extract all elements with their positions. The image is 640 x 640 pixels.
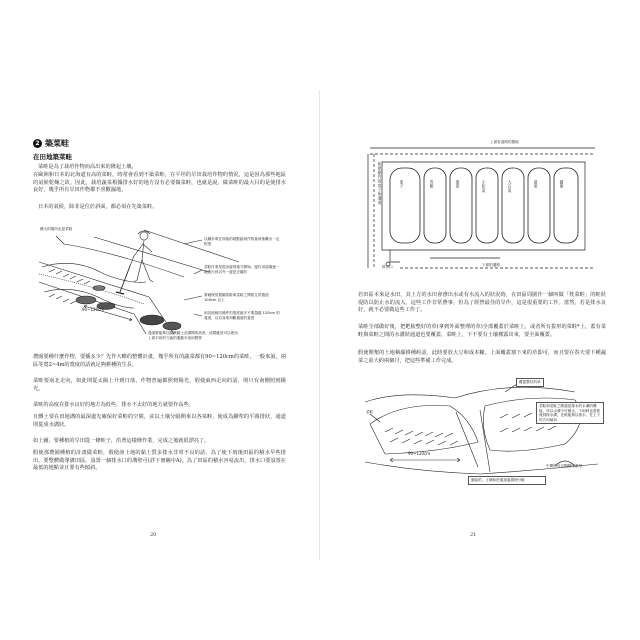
bed-label-1: 茄子: [400, 180, 405, 189]
intro-paragraph-2: 在歐洲和日本的北海道有高的菜畦，時常會看到不築菜畦，在平坦的旱田栽培作物的情況，這是因為那些地區的氣候乾燥之故。因此，栽培蔬菜根據排水好的地方沒有必要做菜畦，也就是說，做菜畦的最大目的是使排水良好，幾乎所有旱田作物都不喜歡濕地。: [33, 172, 286, 194]
figure-label-top-left: 雞大的場所也是菜畦: [40, 227, 73, 231]
right-page: [320, 0, 640, 640]
figure-label-mid-right: 菜畦作業是從身邊的地方開始，邊作用道場逐一地進行到另外一邊是正確的: [204, 265, 280, 274]
bed-label-7: 蘿蔔: [560, 180, 565, 189]
figure-label-top-right: 以腳步乘在所踏的地點踏到作物會被抽離出一定程度: [204, 237, 280, 246]
bed-label-3: 番茄: [456, 180, 461, 189]
right-paragraph-2: 菜畦全部做好後，把耙梳整好的草(拿到外面整理的草)全部覆蓋於菜畦上，或者所有拔形的菜畦*上，蓋有菜畦與菜畦之間的水溝狀通道也要覆蓋。菜畦上，下不要有土壤裸露出來，要全面覆蓋。: [358, 324, 606, 338]
figure-label-bottom: 通道要能夠以圓鍬鏟土至溝間的高度，這樣應該可以使用上面平坦的刀齒的運動平坦而整齊: [148, 331, 238, 340]
section-heading: [33, 138, 69, 149]
body-paragraph-4: 且髒土要在田地溝的最深處先確保好菜畦的空間，並以土壤分隔開來以各菜畦，使成為鋤犁的平圓排狀，通道則從成水溝狀。: [33, 414, 286, 428]
section-label-path: 圍起的，土壤和把通道處置埋分畦: [468, 476, 546, 485]
body-paragraph-6: 假使那農園種植的計畫做菜畦，假使該土地的黏土質多排水非常不良的話，為了使下雨後田區的積水早些排出，要整體做導溝田區，設置一個排水口的溝壁可(詳下冊圖中A)。為了田區的積水容易流出，排水口要設置在最低的地點並且要有些傾斜。: [33, 450, 286, 472]
section-label-right: 菜畦和菜畦之間還是排水的水溝的機能，所以水溝不可積水，下雨時也需要流到排水溝，比較能夠以排水，在上下的方向傾斜: [536, 402, 604, 424]
bed-label-6: 菠菜: [534, 180, 539, 189]
intro-paragraph-3: 日本的氣候，除非是位於斜面，都必須在先築菜畦。: [38, 204, 158, 210]
subsection-title: 在田地築菜畦: [33, 153, 72, 161]
body-paragraph-5: 如上圖，要種植的旱田從一條畦子，沿著這樣條作業，完成之後就很漂亮了。: [33, 438, 210, 444]
bed-label-2: 青椒: [430, 180, 435, 189]
bed-label-5: 大白菜: [508, 180, 513, 193]
diagram-label-bottom-road: 下面的通路: [482, 263, 500, 267]
body-paragraph-3: 菜畦的高度在排水良好的地方為低些，排水不太好的地方就要作高些。: [33, 402, 194, 408]
diagram-label-left-road: 和屋側有的房子所通道: [378, 162, 383, 205]
section-label-left: 菜畦: [366, 410, 374, 414]
page-number-right: 21: [470, 532, 477, 538]
section-label-small: 中間的可以隔開作業用: [546, 464, 582, 468]
figure-measure-label: 90~120cm: [82, 307, 105, 312]
body-paragraph-1: 農園要種什麼作物，要播多少？先作大略的整體計畫，幾乎所有的蔬菜都有90~120cm的菜畦，一般來說，兩區等寬2~4m的寬度的話就足夠耕種的生長。: [33, 354, 286, 368]
section-label-top: 覆蓋整好的草: [516, 378, 544, 387]
bed-label-4: 小松菜: [482, 180, 487, 193]
intro-paragraph-1: 菜畦是為了栽培作物而高出來的隆起土壤。: [38, 164, 137, 170]
section-measure-label: 90~120cm: [408, 451, 431, 456]
section-title: 築菜畦: [45, 139, 69, 148]
page-number-left: 20: [150, 532, 157, 538]
right-paragraph-1: 若田區本來是水田，其上方的水田會滲出水或有水流入的狀況時，在田區周圍作一個叫做「枕菜畦」的畦狀堤防以防止水的流入，這些工作非常費事，但為了經營最佳的旱作，這是很重要的工作。當然，若是排水良好，就不必要做這些工作了。: [358, 292, 606, 314]
right-paragraph-3: 假使開墾的土地稱蘊耕種約話，此時要放大豆和成本糠。上面覆蓋割下來的草即可，而且要在春天要下種蔬菜之前大約兩個月，把這些準備工作完成。: [358, 350, 606, 364]
figure-label-lower-right-2: 和其他相同條件的寬度最多不要超越 120cm 的寬度，以自身來判斷通道的寬度: [204, 311, 280, 320]
section-number-badge: 2: [33, 139, 42, 148]
diagram-label-bottom-left: 排水口: [382, 265, 393, 269]
diagram-label-top-road: 上面有道路的農地: [490, 140, 519, 144]
body-paragraph-2: 菜畦要南北走向，如此則從太陽上升到日落，作物普遍都照到陽光，假使東西走向的話，則只有南側照到陽光。: [33, 378, 286, 392]
garden-plan-diagram: [360, 138, 600, 278]
figure-label-lower-right-1: 要確保放置圖菜畦與菜畦之間相互的通道 100cm 以上: [204, 293, 269, 302]
